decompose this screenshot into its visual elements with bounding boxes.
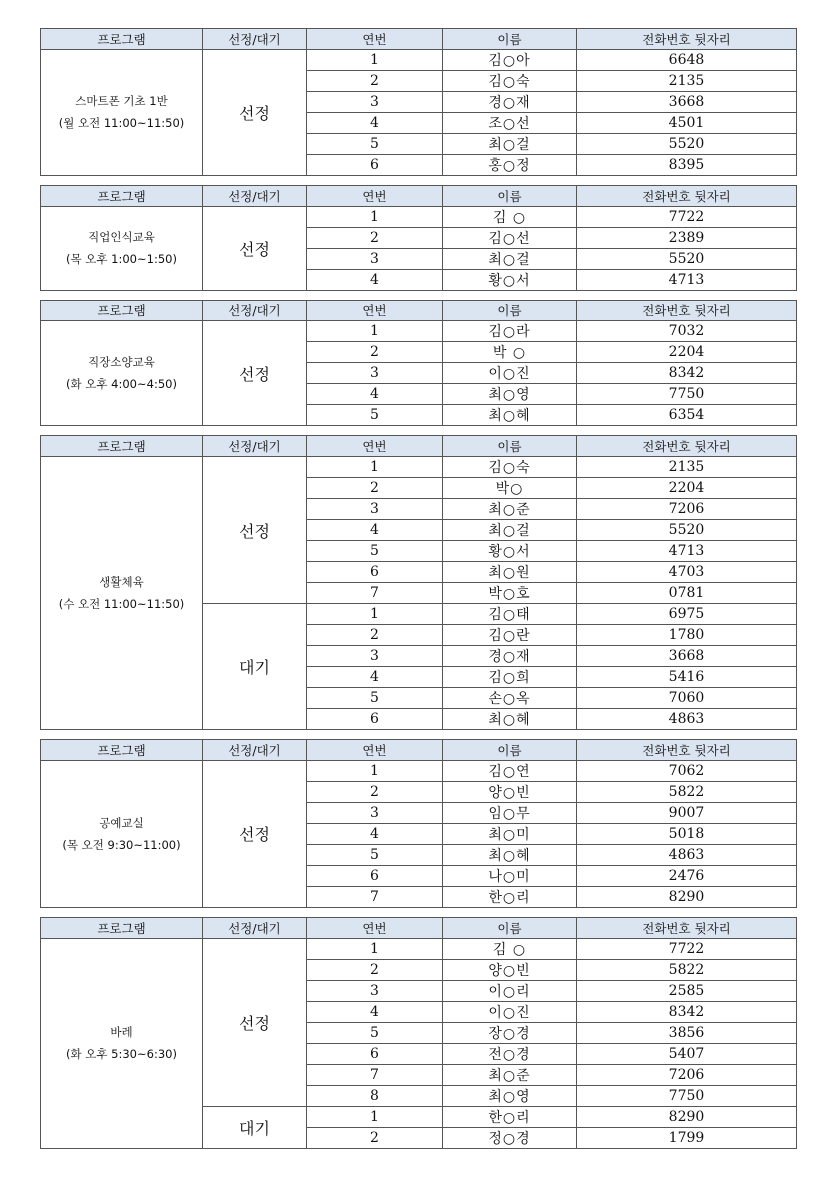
- status-cell: 대기: [203, 1106, 307, 1148]
- seq-cell: 1: [307, 760, 443, 781]
- header-row: [41, 300, 797, 321]
- name-cell: 나○미: [443, 865, 577, 886]
- program-time: (목 오전 9:30~11:00): [62, 837, 181, 852]
- phone-cell: 3668: [577, 646, 797, 667]
- name-cell: 김○라: [443, 321, 577, 342]
- seq-cell: 4: [307, 269, 443, 290]
- seq-cell: 5: [307, 688, 443, 709]
- phone-cell: 6648: [577, 49, 797, 70]
- seq-header: 연번: [307, 185, 443, 206]
- program-cell: [41, 321, 203, 426]
- phone-cell: 2476: [577, 865, 797, 886]
- name-cell: 한○리: [443, 1106, 577, 1127]
- name-cell: 최○영: [443, 384, 577, 405]
- phone-cell: 2204: [577, 342, 797, 363]
- name-cell: 양○빈: [443, 959, 577, 980]
- name-cell: 김○희: [443, 667, 577, 688]
- name-cell: 김○란: [443, 625, 577, 646]
- header-row: [41, 740, 797, 761]
- phone-header: 전화번호 뒷자리: [577, 917, 797, 938]
- status-cell: 선정: [203, 457, 307, 604]
- phone-cell: 4501: [577, 112, 797, 133]
- header-row: [41, 436, 797, 457]
- seq-cell: 3: [307, 802, 443, 823]
- program-table: [40, 739, 797, 908]
- table-row: [41, 938, 797, 959]
- phone-cell: 7060: [577, 688, 797, 709]
- status-cell: 선정: [203, 206, 307, 290]
- status-cell: 선정: [203, 49, 307, 175]
- name-cell: 한○리: [443, 886, 577, 907]
- phone-cell: 9007: [577, 802, 797, 823]
- name-cell: 손○옥: [443, 688, 577, 709]
- status-header: 선정/대기: [203, 436, 307, 457]
- program-name: 공예교실: [99, 815, 144, 830]
- program-header: 프로그램: [41, 300, 203, 321]
- name-header: 이름: [443, 436, 577, 457]
- phone-cell: 7206: [577, 1064, 797, 1085]
- name-header: 이름: [443, 917, 577, 938]
- phone-cell: 4863: [577, 844, 797, 865]
- name-cell: 김○아: [443, 49, 577, 70]
- name-cell: 경○재: [443, 91, 577, 112]
- phone-header: 전화번호 뒷자리: [577, 185, 797, 206]
- seq-cell: 2: [307, 478, 443, 499]
- header-row: [41, 917, 797, 938]
- program-name: 생활체육: [99, 575, 144, 590]
- program-name: 직장소양교육: [88, 355, 155, 370]
- phone-cell: 2585: [577, 980, 797, 1001]
- seq-cell: 2: [307, 227, 443, 248]
- name-cell: 최○혜: [443, 405, 577, 426]
- seq-cell: 2: [307, 342, 443, 363]
- seq-cell: 3: [307, 980, 443, 1001]
- program-table: [40, 185, 797, 291]
- name-cell: 김○태: [443, 604, 577, 625]
- program-name: 직업인식교육: [88, 230, 155, 245]
- program-name: 스마트폰 기초 1반: [75, 94, 168, 109]
- phone-cell: 2135: [577, 457, 797, 478]
- name-cell: 정○경: [443, 1127, 577, 1148]
- seq-cell: 6: [307, 709, 443, 730]
- program-time: (목 오후 1:00~1:50): [66, 252, 177, 267]
- seq-cell: 1: [307, 1106, 443, 1127]
- table-row: [41, 49, 797, 70]
- status-header: 선정/대기: [203, 740, 307, 761]
- program-time: (수 오전 11:00~11:50): [58, 597, 185, 612]
- seq-cell: 3: [307, 646, 443, 667]
- program-header: 프로그램: [41, 29, 203, 50]
- phone-cell: 0781: [577, 583, 797, 604]
- name-cell: 김 ○: [443, 206, 577, 227]
- phone-cell: 3856: [577, 1022, 797, 1043]
- name-cell: 경○재: [443, 646, 577, 667]
- phone-cell: 8290: [577, 1106, 797, 1127]
- phone-cell: 5407: [577, 1043, 797, 1064]
- name-cell: 최○걸: [443, 520, 577, 541]
- seq-cell: 2: [307, 959, 443, 980]
- name-cell: 양○빈: [443, 781, 577, 802]
- phone-cell: 2389: [577, 227, 797, 248]
- name-header: 이름: [443, 740, 577, 761]
- seq-cell: 5: [307, 1022, 443, 1043]
- name-cell: 최○준: [443, 499, 577, 520]
- seq-cell: 2: [307, 625, 443, 646]
- seq-header: 연번: [307, 740, 443, 761]
- program-cell: [41, 49, 203, 175]
- phone-header: 전화번호 뒷자리: [577, 29, 797, 50]
- phone-cell: 1799: [577, 1127, 797, 1148]
- seq-cell: 6: [307, 1043, 443, 1064]
- seq-cell: 4: [307, 384, 443, 405]
- program-cell: [41, 760, 203, 907]
- phone-header: 전화번호 뒷자리: [577, 740, 797, 761]
- name-cell: 전○경: [443, 1043, 577, 1064]
- seq-cell: 4: [307, 520, 443, 541]
- name-cell: 김○연: [443, 760, 577, 781]
- program-selection-tables: [40, 28, 796, 1158]
- seq-cell: 2: [307, 781, 443, 802]
- phone-cell: 4713: [577, 269, 797, 290]
- phone-cell: 4703: [577, 562, 797, 583]
- program-header: 프로그램: [41, 185, 203, 206]
- status-header: 선정/대기: [203, 917, 307, 938]
- seq-cell: 8: [307, 1085, 443, 1106]
- seq-cell: 1: [307, 206, 443, 227]
- seq-cell: 2: [307, 1127, 443, 1148]
- seq-cell: 6: [307, 562, 443, 583]
- seq-cell: 5: [307, 405, 443, 426]
- seq-cell: 6: [307, 154, 443, 175]
- phone-cell: 4713: [577, 541, 797, 562]
- seq-cell: 6: [307, 865, 443, 886]
- name-cell: 최○미: [443, 823, 577, 844]
- phone-cell: 6354: [577, 405, 797, 426]
- name-cell: 황○서: [443, 541, 577, 562]
- program-header: 프로그램: [41, 436, 203, 457]
- phone-cell: 8290: [577, 886, 797, 907]
- seq-cell: 5: [307, 133, 443, 154]
- seq-cell: 4: [307, 1001, 443, 1022]
- program-cell: [41, 938, 203, 1148]
- name-cell: 홍○정: [443, 154, 577, 175]
- name-cell: 최○준: [443, 1064, 577, 1085]
- status-cell: 선정: [203, 760, 307, 907]
- header-row: [41, 185, 797, 206]
- status-header: 선정/대기: [203, 300, 307, 321]
- phone-cell: 5822: [577, 959, 797, 980]
- phone-cell: 5520: [577, 520, 797, 541]
- seq-cell: 1: [307, 49, 443, 70]
- phone-cell: 5520: [577, 133, 797, 154]
- phone-cell: 2204: [577, 478, 797, 499]
- phone-cell: 7722: [577, 206, 797, 227]
- status-header: 선정/대기: [203, 29, 307, 50]
- seq-cell: 4: [307, 112, 443, 133]
- seq-cell: 1: [307, 457, 443, 478]
- name-cell: 김○숙: [443, 457, 577, 478]
- name-cell: 최○영: [443, 1085, 577, 1106]
- phone-cell: 1780: [577, 625, 797, 646]
- seq-cell: 2: [307, 70, 443, 91]
- program-header: 프로그램: [41, 740, 203, 761]
- seq-cell: 4: [307, 823, 443, 844]
- phone-header: 전화번호 뒷자리: [577, 436, 797, 457]
- table-row: [41, 457, 797, 478]
- name-cell: 박 ○: [443, 342, 577, 363]
- status-cell: 선정: [203, 321, 307, 426]
- phone-cell: 7206: [577, 499, 797, 520]
- table-row: [41, 760, 797, 781]
- program-table: [40, 917, 797, 1149]
- phone-cell: 7722: [577, 938, 797, 959]
- seq-header: 연번: [307, 29, 443, 50]
- status-cell: 대기: [203, 604, 307, 730]
- name-cell: 김○숙: [443, 70, 577, 91]
- program-table: [40, 435, 797, 730]
- seq-cell: 3: [307, 363, 443, 384]
- phone-cell: 4863: [577, 709, 797, 730]
- seq-cell: 7: [307, 1064, 443, 1085]
- program-table: [40, 300, 797, 427]
- name-cell: 최○원: [443, 562, 577, 583]
- phone-cell: 8342: [577, 1001, 797, 1022]
- seq-header: 연번: [307, 436, 443, 457]
- seq-cell: 7: [307, 583, 443, 604]
- name-cell: 최○혜: [443, 844, 577, 865]
- phone-cell: 5520: [577, 248, 797, 269]
- program-time: (화 오후 4:00~4:50): [66, 377, 177, 392]
- name-cell: 황○서: [443, 269, 577, 290]
- status-header: 선정/대기: [203, 185, 307, 206]
- phone-cell: 7750: [577, 384, 797, 405]
- table-row: [41, 206, 797, 227]
- name-cell: 박○: [443, 478, 577, 499]
- name-cell: 최○걸: [443, 248, 577, 269]
- phone-cell: 8342: [577, 363, 797, 384]
- seq-cell: 1: [307, 938, 443, 959]
- seq-cell: 3: [307, 499, 443, 520]
- name-cell: 최○혜: [443, 709, 577, 730]
- name-cell: 임○무: [443, 802, 577, 823]
- program-cell: [41, 457, 203, 730]
- phone-cell: 7032: [577, 321, 797, 342]
- program-table: [40, 28, 797, 176]
- seq-cell: 5: [307, 541, 443, 562]
- name-header: 이름: [443, 300, 577, 321]
- header-row: [41, 29, 797, 50]
- phone-cell: 6975: [577, 604, 797, 625]
- seq-cell: 3: [307, 91, 443, 112]
- phone-cell: 7750: [577, 1085, 797, 1106]
- name-cell: 이○진: [443, 363, 577, 384]
- name-header: 이름: [443, 29, 577, 50]
- phone-header: 전화번호 뒷자리: [577, 300, 797, 321]
- program-header: 프로그램: [41, 917, 203, 938]
- name-cell: 최○걸: [443, 133, 577, 154]
- phone-cell: 8395: [577, 154, 797, 175]
- seq-cell: 5: [307, 844, 443, 865]
- phone-cell: 5018: [577, 823, 797, 844]
- program-name: 바레: [110, 1025, 133, 1040]
- seq-cell: 7: [307, 886, 443, 907]
- phone-cell: 7062: [577, 760, 797, 781]
- name-cell: 박○호: [443, 583, 577, 604]
- name-cell: 이○리: [443, 980, 577, 1001]
- phone-cell: 5416: [577, 667, 797, 688]
- phone-cell: 3668: [577, 91, 797, 112]
- name-cell: 장○경: [443, 1022, 577, 1043]
- status-cell: 선정: [203, 938, 307, 1106]
- name-cell: 김 ○: [443, 938, 577, 959]
- seq-cell: 1: [307, 321, 443, 342]
- seq-header: 연번: [307, 917, 443, 938]
- phone-cell: 2135: [577, 70, 797, 91]
- program-time: (월 오전 11:00~11:50): [58, 116, 185, 131]
- seq-cell: 4: [307, 667, 443, 688]
- program-time: (화 오후 5:30~6:30): [66, 1047, 177, 1062]
- name-header: 이름: [443, 185, 577, 206]
- table-row: [41, 321, 797, 342]
- seq-cell: 1: [307, 604, 443, 625]
- phone-cell: 5822: [577, 781, 797, 802]
- program-cell: [41, 206, 203, 290]
- seq-header: 연번: [307, 300, 443, 321]
- name-cell: 조○선: [443, 112, 577, 133]
- seq-cell: 3: [307, 248, 443, 269]
- name-cell: 김○선: [443, 227, 577, 248]
- name-cell: 이○진: [443, 1001, 577, 1022]
